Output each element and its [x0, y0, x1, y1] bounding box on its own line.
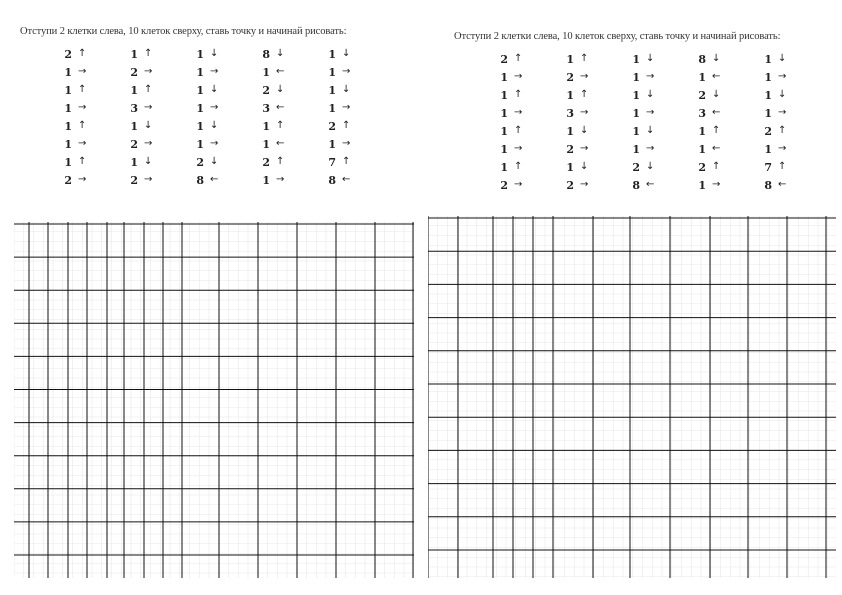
command-step: [692, 158, 720, 176]
arrow-down-icon: ↓: [342, 48, 351, 59]
arrow-left-icon: ←: [276, 138, 285, 149]
arrow-right-icon: →: [144, 66, 153, 77]
step-count: 1: [64, 137, 72, 151]
step-count: 1: [64, 119, 72, 133]
graph-paper-right: [428, 216, 836, 578]
command-step: [560, 86, 588, 104]
step-count: 1: [130, 119, 138, 133]
command-step: [692, 68, 720, 86]
command-step: [322, 117, 350, 135]
command-step: [124, 153, 152, 171]
step-count: 1: [328, 137, 336, 151]
command-step: [494, 122, 522, 140]
step-count: 1: [262, 137, 270, 151]
command-step: [124, 117, 152, 135]
step-count: 1: [500, 142, 508, 156]
command-step: [256, 171, 284, 189]
command-step: [758, 176, 786, 194]
graph-paper-left: [14, 222, 414, 578]
arrow-down-icon: ↓: [778, 89, 787, 100]
command-step: [494, 158, 522, 176]
arrow-right-icon: →: [712, 179, 721, 190]
arrow-right-icon: →: [210, 102, 219, 113]
step-count: 1: [196, 65, 204, 79]
step-count: 1: [500, 88, 508, 102]
step-count: 2: [64, 173, 72, 187]
step-count: 3: [698, 106, 706, 120]
command-step: [190, 45, 218, 63]
arrow-right-icon: →: [78, 138, 87, 149]
step-count: 1: [566, 124, 574, 138]
arrow-up-icon: ↑: [342, 156, 351, 167]
step-count: 1: [262, 65, 270, 79]
command-step: [692, 140, 720, 158]
step-count: 1: [632, 124, 640, 138]
arrow-down-icon: ↓: [646, 89, 655, 100]
arrow-down-icon: ↓: [144, 120, 153, 131]
arrow-left-icon: ←: [276, 102, 285, 113]
command-step: [58, 99, 86, 117]
arrow-up-icon: ↑: [514, 89, 523, 100]
command-step: [58, 135, 86, 153]
command-step: [58, 81, 86, 99]
command-step: [124, 99, 152, 117]
arrow-right-icon: →: [778, 107, 787, 118]
step-count: 2: [64, 47, 72, 61]
arrow-right-icon: →: [514, 143, 523, 154]
command-step: [626, 158, 654, 176]
command-step: [494, 176, 522, 194]
arrow-right-icon: →: [580, 179, 589, 190]
command-step: [626, 122, 654, 140]
arrow-down-icon: ↓: [580, 125, 589, 136]
arrow-down-icon: ↓: [276, 48, 285, 59]
step-count: 1: [566, 88, 574, 102]
step-count: 1: [64, 155, 72, 169]
command-step: [494, 68, 522, 86]
step-count: 2: [328, 119, 336, 133]
step-count: 2: [130, 173, 138, 187]
arrow-right-icon: →: [144, 174, 153, 185]
arrow-right-icon: →: [580, 107, 589, 118]
command-step: [190, 63, 218, 81]
command-step: [494, 140, 522, 158]
step-count: 2: [698, 160, 706, 174]
command-step: [758, 140, 786, 158]
command-step: [626, 140, 654, 158]
arrow-right-icon: →: [342, 138, 351, 149]
command-step: [560, 104, 588, 122]
command-step: [626, 50, 654, 68]
step-count: 1: [566, 52, 574, 66]
arrow-up-icon: ↑: [712, 161, 721, 172]
arrow-up-icon: ↑: [78, 120, 87, 131]
arrow-right-icon: →: [580, 71, 589, 82]
arrow-right-icon: →: [778, 143, 787, 154]
arrow-up-icon: ↑: [78, 156, 87, 167]
arrow-left-icon: ←: [712, 71, 721, 82]
step-count: 1: [764, 70, 772, 84]
command-step: [692, 50, 720, 68]
arrow-right-icon: →: [646, 71, 655, 82]
command-step: [758, 86, 786, 104]
arrow-left-icon: ←: [712, 143, 721, 154]
step-count: 7: [764, 160, 772, 174]
step-count: 1: [130, 47, 138, 61]
step-count: 2: [566, 178, 574, 192]
command-step: [560, 68, 588, 86]
arrow-right-icon: →: [78, 102, 87, 113]
step-count: 8: [632, 178, 640, 192]
step-count: 8: [328, 173, 336, 187]
command-table-left: [58, 45, 378, 195]
arrow-up-icon: ↑: [580, 53, 589, 64]
step-count: 1: [328, 101, 336, 115]
step-count: 2: [632, 160, 640, 174]
command-step: [626, 86, 654, 104]
command-step: [322, 135, 350, 153]
arrow-right-icon: →: [276, 174, 285, 185]
command-step: [58, 63, 86, 81]
arrow-down-icon: ↓: [778, 53, 787, 64]
command-step: [692, 86, 720, 104]
step-count: 1: [64, 83, 72, 97]
command-step: [758, 68, 786, 86]
arrow-up-icon: ↑: [144, 48, 153, 59]
command-step: [322, 45, 350, 63]
instruction-left: Отступи 2 клетки слева, 10 клеток сверху, ставь точку и начинай рисовать:: [20, 26, 347, 37]
command-step: [758, 158, 786, 176]
command-step: [322, 171, 350, 189]
command-step: [58, 171, 86, 189]
arrow-right-icon: →: [514, 179, 523, 190]
command-step: [560, 176, 588, 194]
arrow-right-icon: →: [210, 138, 219, 149]
command-step: [190, 153, 218, 171]
step-count: 1: [698, 142, 706, 156]
step-count: 1: [632, 142, 640, 156]
command-step: [322, 99, 350, 117]
arrow-right-icon: →: [144, 102, 153, 113]
command-step: [560, 158, 588, 176]
command-step: [58, 153, 86, 171]
step-count: 2: [566, 70, 574, 84]
arrow-up-icon: ↑: [78, 84, 87, 95]
step-count: 1: [500, 106, 508, 120]
command-step: [190, 81, 218, 99]
command-step: [692, 176, 720, 194]
command-step: [560, 50, 588, 68]
arrow-down-icon: ↓: [210, 84, 219, 95]
command-step: [256, 45, 284, 63]
arrow-right-icon: →: [646, 107, 655, 118]
arrow-down-icon: ↓: [646, 161, 655, 172]
step-count: 1: [500, 124, 508, 138]
step-count: 1: [130, 83, 138, 97]
step-count: 2: [764, 124, 772, 138]
arrow-up-icon: ↑: [514, 161, 523, 172]
step-count: 2: [262, 155, 270, 169]
command-step: [124, 45, 152, 63]
command-step: [626, 104, 654, 122]
step-count: 1: [500, 160, 508, 174]
command-step: [626, 176, 654, 194]
arrow-left-icon: ←: [276, 66, 285, 77]
arrow-left-icon: ←: [712, 107, 721, 118]
command-step: [58, 45, 86, 63]
step-count: 1: [196, 137, 204, 151]
arrow-up-icon: ↑: [778, 161, 787, 172]
arrow-right-icon: →: [514, 107, 523, 118]
command-step: [560, 122, 588, 140]
arrow-left-icon: ←: [342, 174, 351, 185]
step-count: 1: [632, 88, 640, 102]
arrow-up-icon: ↑: [712, 125, 721, 136]
step-count: 1: [328, 47, 336, 61]
command-step: [256, 153, 284, 171]
command-step: [190, 99, 218, 117]
arrow-down-icon: ↓: [144, 156, 153, 167]
grid-lines: [14, 222, 414, 578]
step-count: 1: [632, 106, 640, 120]
arrow-down-icon: ↓: [276, 84, 285, 95]
command-step: [692, 122, 720, 140]
step-count: 3: [262, 101, 270, 115]
command-step: [124, 171, 152, 189]
command-step: [190, 171, 218, 189]
step-count: 1: [262, 173, 270, 187]
step-count: 8: [698, 52, 706, 66]
command-step: [124, 135, 152, 153]
step-count: 1: [632, 52, 640, 66]
step-count: 1: [196, 119, 204, 133]
step-count: 3: [130, 101, 138, 115]
arrow-down-icon: ↓: [712, 89, 721, 100]
arrow-left-icon: ←: [778, 179, 787, 190]
step-count: 1: [764, 106, 772, 120]
arrow-up-icon: ↑: [514, 125, 523, 136]
command-step: [256, 117, 284, 135]
step-count: 2: [130, 65, 138, 79]
step-count: 1: [64, 65, 72, 79]
arrow-down-icon: ↓: [580, 161, 589, 172]
arrow-down-icon: ↓: [646, 125, 655, 136]
step-count: 1: [328, 83, 336, 97]
step-count: 3: [566, 106, 574, 120]
command-step: [494, 50, 522, 68]
command-step: [758, 104, 786, 122]
step-count: 1: [196, 47, 204, 61]
command-step: [626, 68, 654, 86]
grid-lines: [428, 216, 836, 578]
command-table-right: [494, 50, 814, 200]
arrow-down-icon: ↓: [342, 84, 351, 95]
step-count: 8: [196, 173, 204, 187]
step-count: 8: [764, 178, 772, 192]
arrow-right-icon: →: [342, 66, 351, 77]
step-count: 1: [262, 119, 270, 133]
arrow-right-icon: →: [580, 143, 589, 154]
instruction-right: Отступи 2 клетки слева, 10 клеток сверху, ставь точку и начинай рисовать:: [454, 31, 781, 42]
step-count: 8: [262, 47, 270, 61]
step-count: 1: [196, 83, 204, 97]
step-count: 2: [566, 142, 574, 156]
command-step: [758, 50, 786, 68]
arrow-up-icon: ↑: [514, 53, 523, 64]
arrow-up-icon: ↑: [342, 120, 351, 131]
command-step: [124, 81, 152, 99]
step-count: 1: [764, 52, 772, 66]
step-count: 2: [196, 155, 204, 169]
arrow-down-icon: ↓: [210, 156, 219, 167]
arrow-right-icon: →: [78, 66, 87, 77]
arrow-left-icon: ←: [646, 179, 655, 190]
command-step: [58, 117, 86, 135]
command-step: [322, 63, 350, 81]
command-step: [256, 81, 284, 99]
step-count: 1: [632, 70, 640, 84]
step-count: 1: [764, 88, 772, 102]
arrow-up-icon: ↑: [144, 84, 153, 95]
command-step: [692, 104, 720, 122]
command-step: [256, 63, 284, 81]
arrow-right-icon: →: [646, 143, 655, 154]
step-count: 2: [130, 137, 138, 151]
command-step: [190, 117, 218, 135]
step-count: 2: [262, 83, 270, 97]
arrow-down-icon: ↓: [210, 120, 219, 131]
command-step: [494, 104, 522, 122]
arrow-right-icon: →: [210, 66, 219, 77]
arrow-down-icon: ↓: [210, 48, 219, 59]
arrow-right-icon: →: [342, 102, 351, 113]
command-step: [758, 122, 786, 140]
arrow-down-icon: ↓: [712, 53, 721, 64]
step-count: 2: [500, 178, 508, 192]
step-count: 1: [698, 124, 706, 138]
command-step: [256, 99, 284, 117]
arrow-up-icon: ↑: [778, 125, 787, 136]
command-step: [124, 63, 152, 81]
step-count: 1: [130, 155, 138, 169]
arrow-right-icon: →: [778, 71, 787, 82]
arrow-up-icon: ↑: [276, 120, 285, 131]
arrow-right-icon: →: [514, 71, 523, 82]
step-count: 1: [764, 142, 772, 156]
step-count: 2: [500, 52, 508, 66]
command-step: [322, 81, 350, 99]
step-count: 1: [500, 70, 508, 84]
command-step: [256, 135, 284, 153]
command-step: [322, 153, 350, 171]
step-count: 1: [698, 178, 706, 192]
arrow-down-icon: ↓: [646, 53, 655, 64]
step-count: 1: [698, 70, 706, 84]
arrow-up-icon: ↑: [580, 89, 589, 100]
step-count: 1: [566, 160, 574, 174]
step-count: 1: [196, 101, 204, 115]
step-count: 1: [64, 101, 72, 115]
command-step: [560, 140, 588, 158]
step-count: 7: [328, 155, 336, 169]
arrow-up-icon: ↑: [276, 156, 285, 167]
step-count: 2: [698, 88, 706, 102]
arrow-left-icon: ←: [210, 174, 219, 185]
step-count: 1: [328, 65, 336, 79]
command-step: [494, 86, 522, 104]
arrow-right-icon: →: [144, 138, 153, 149]
arrow-right-icon: →: [78, 174, 87, 185]
command-step: [190, 135, 218, 153]
arrow-up-icon: ↑: [78, 48, 87, 59]
